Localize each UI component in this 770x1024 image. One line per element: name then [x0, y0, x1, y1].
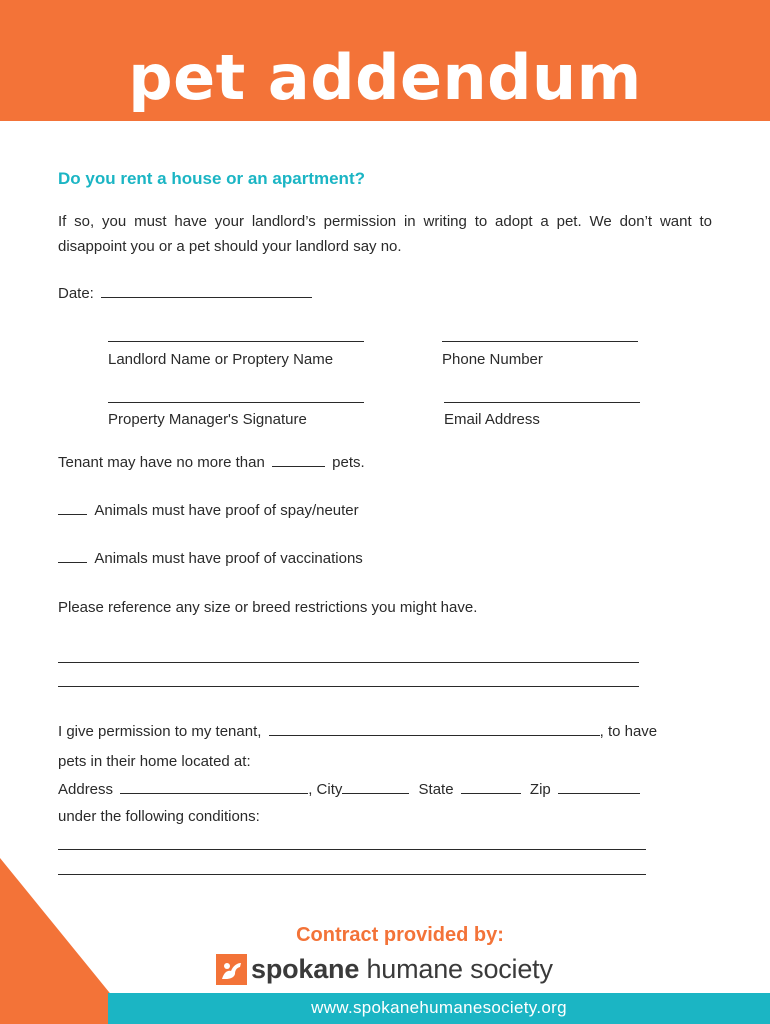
phone-number-line[interactable] [442, 341, 638, 342]
date-field[interactable] [101, 285, 312, 298]
section-question: Do you rent a house or an apartment? [58, 169, 365, 188]
contract-provided-heading: Contract provided by: [296, 924, 504, 946]
email-address-line[interactable] [444, 402, 640, 403]
zip-label: Zip [529, 781, 551, 798]
pet-limit-text: Tenant may have no more than [58, 454, 265, 471]
organization-name-rest: humane society [366, 954, 553, 984]
pets-home-label: pets in their home located at: [58, 753, 251, 770]
header-banner [0, 0, 770, 121]
conditions-line-2[interactable] [58, 874, 646, 875]
address-row [58, 780, 640, 800]
vaccinations-check[interactable] [58, 550, 87, 563]
permission-row [58, 722, 657, 742]
manager-signature-label: Property Manager's Signature [108, 411, 307, 428]
restrictions-label: Please reference any size or breed restrictions you might have. [58, 599, 478, 616]
email-address-label: Email Address [444, 411, 540, 428]
permission-text: I give permission to my tenant, [58, 723, 262, 740]
pet-limit-suffix: pets. [332, 454, 365, 471]
pet-limit-row [58, 453, 365, 473]
organization-name [251, 952, 553, 986]
paw-logo-icon [216, 954, 247, 985]
conditions-label: under the following conditions: [58, 808, 260, 825]
spay-neuter-row [58, 501, 359, 521]
intro-paragraph: If so, you must have your landlord’s permission in writing to adopt a pet. We don’t want to disappoint you or a pet should your landlord say no. [58, 213, 712, 255]
conditions-line-1[interactable] [58, 849, 646, 850]
website-link[interactable]: www.spokanehumanesociety.org [311, 998, 567, 1017]
phone-number-label: Phone Number [442, 351, 543, 368]
organization-name-bold: spokane [251, 954, 360, 984]
page-title: pet addendum [128, 41, 642, 114]
vaccinations-label: Animals must have proof of vaccinations [94, 550, 363, 567]
address-field[interactable] [120, 781, 308, 794]
manager-signature-line[interactable] [108, 402, 364, 403]
vaccinations-row [58, 549, 363, 569]
date-label: Date: [58, 285, 94, 302]
landlord-name-line[interactable] [108, 341, 364, 342]
city-label: , City [308, 781, 343, 798]
address-label: Address [58, 781, 114, 798]
spay-neuter-label: Animals must have proof of spay/neuter [94, 502, 359, 519]
spokane-humane-society-logo [216, 952, 553, 986]
landlord-name-label: Landlord Name or Proptery Name [108, 351, 334, 368]
spay-neuter-check[interactable] [58, 502, 87, 515]
state-label: State [418, 781, 454, 798]
city-field[interactable] [342, 781, 409, 794]
restrictions-line-1[interactable] [58, 662, 639, 663]
permission-suffix: , to have [599, 723, 658, 740]
tenant-name-field[interactable] [269, 723, 600, 736]
restrictions-line-2[interactable] [58, 686, 639, 687]
date-row [58, 284, 312, 304]
state-field[interactable] [461, 781, 521, 794]
zip-field[interactable] [558, 781, 640, 794]
pet-limit-field[interactable] [272, 454, 325, 467]
